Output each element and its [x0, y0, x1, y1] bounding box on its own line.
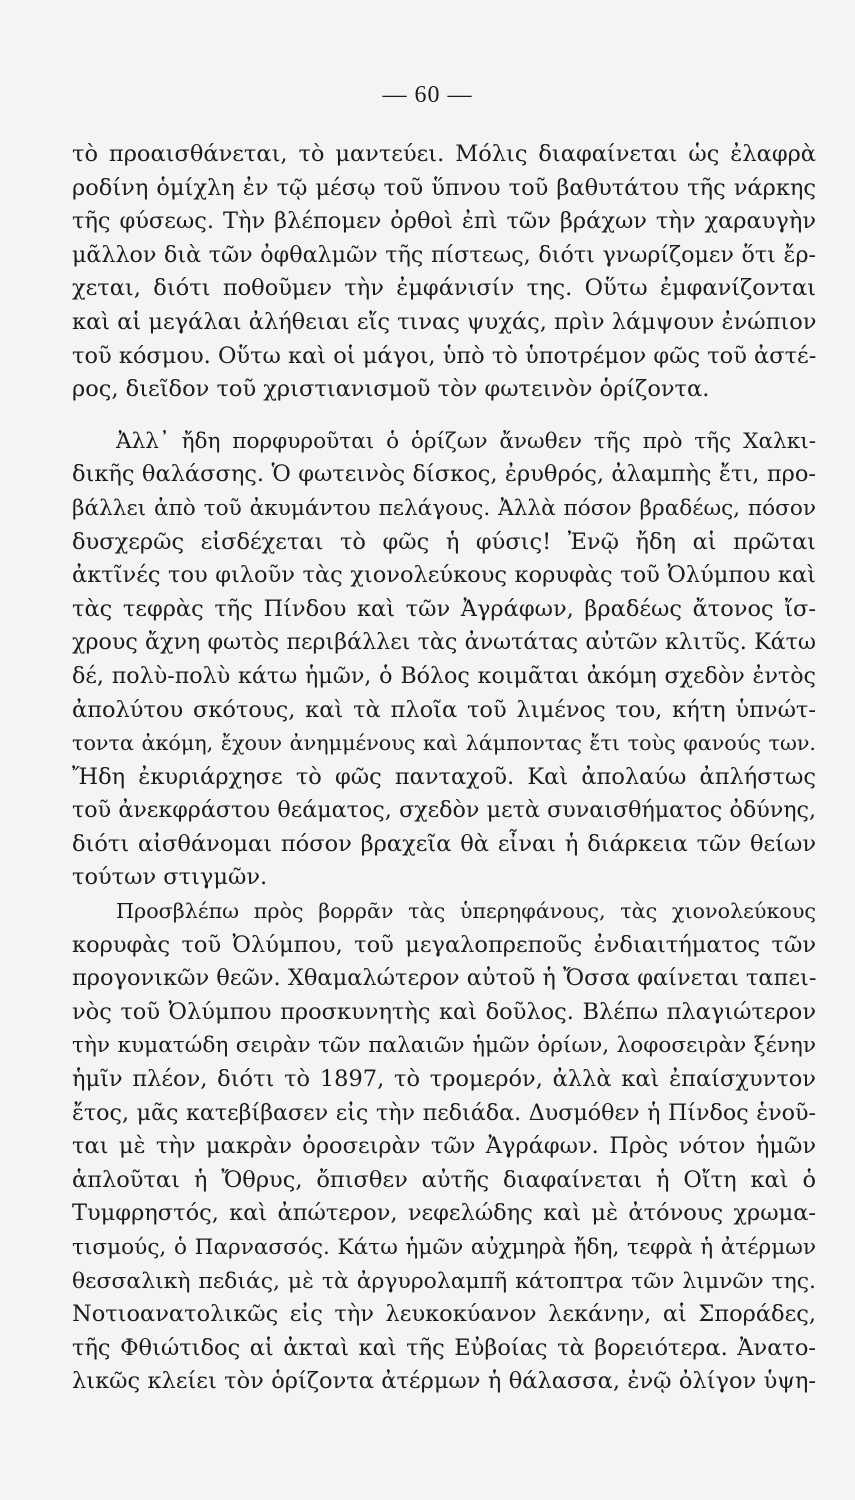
text-line: προγονικῶν θεῶν. Χθαμαλώτερον αὐτοῦ ἡ Ὄσσα φαίνεται ταπει-: [72, 965, 817, 992]
text-line: τούτων στιγμῶν.: [72, 864, 268, 891]
text-line: δέ, πολὺ-πολὺ κάτω ἡμῶν, ὁ Βόλος κοιμᾶται ἀκόμη σχεδὸν ἐντὸς: [72, 662, 816, 689]
text-line: ἁπλοῦται ἡ Ὄθρυς, ὄπισθεν αὐτῆς διαφαίνεται ἡ Οἴτη καὶ ὁ: [72, 1166, 816, 1193]
text-line: ρος, διεῖδον τοῦ χριστιανισμοῦ τὸν φωτεινὸν ὁρίζοντα.: [72, 376, 710, 403]
text-line: τοντα ἀκόμη, ἔχουν ἀνημμένους καὶ λάμποντας ἔτι τοὺς φανούς των.: [72, 731, 816, 756]
text-line: τισμούς, ὁ Παρνασσός. Κάτω ἡμῶν αὐχμηρὰ ἤδη, τεφρὰ ἡ ἀτέρμων: [72, 1235, 816, 1260]
text-line: λικῶς κλείει τὸν ὁρίζοντα ἀτέρμων ἡ θάλασσα, ἐνῷ ὀλίγον ὑψη-: [72, 1368, 816, 1395]
text-line: κορυφὰς τοῦ Ὀλύμπου, τοῦ μεγαλοπρεποῦς ἐνδιαιτήματος τῶν: [72, 931, 816, 958]
text-line: Νοτιοανατολικῶς εἰς τὴν λευκοκύανον λεκάνην, αἱ Σποράδες,: [72, 1301, 816, 1328]
text-line: Προσβλέπω πρὸς βορρᾶν τὰς ὑπερηφάνους, τὰς χιονολεύκους: [116, 899, 816, 924]
text-line: δυσχερῶς εἰσδέχεται τὸ φῶς ἡ φύσις! Ἐνῷ ἤδη αἱ πρῶται: [72, 528, 816, 555]
text-line: δικῆς θαλάσσης. Ὁ φωτεινὸς δίσκος, ἐρυθρός, ἀλαμπὴς ἔτι, προ-: [72, 461, 816, 488]
body-text: [72, 138, 816, 1399]
paragraph-3: [72, 895, 816, 1399]
text-line: τοῦ ἀνεκφράστου θεάματος, σχεδὸν μετὰ συναισθήματος ὀδύνης,: [72, 797, 816, 824]
text-line: ἀπολύτου σκότους, καὶ τὰ πλοῖα τοῦ λιμένος του, κήτη ὑπνώτ-: [72, 696, 816, 723]
text-line: βάλλει ἀπὸ τοῦ ἀκυμάντου πελάγους. Ἀλλὰ πόσον βραδέως, πόσον: [72, 495, 816, 521]
paragraph-2: [72, 425, 816, 895]
text-line: χρους ἄχνη φωτὸς περιβάλλει τὰς ἀνωτάτας αὐτῶν κλιτῦς. Κάτω: [72, 629, 816, 656]
text-line: Ἀλλ᾽ ἤδη πορφυροῦται ὁ ὁρίζων ἄνωθεν τῆς πρὸ τῆς Χαλκι-: [116, 428, 816, 454]
text-line: τῆς φύσεως. Τὴν βλέπομεν ὀρθοὶ ἐπὶ τῶν βράχων τὴν χαραυγὴν: [72, 208, 816, 235]
text-line: ἀκτῖνές του φιλοῦν τὰς χιονολεύκους κορυφὰς τοῦ Ὀλύμπου καὶ: [72, 562, 816, 589]
text-line: ροδίνη ὁμίχλη ἐν τῷ μέσῳ τοῦ ὕπνου τοῦ βαθυτάτου τῆς νάρκης: [72, 174, 816, 201]
text-line: Τυμφρηστός, καὶ ἀπώτερον, νεφελώδης καὶ μὲ ἀτόνους χρωμα-: [72, 1200, 816, 1227]
text-line: θεσσαλικὴ πεδιάς, μὲ τὰ ἀργυρολαμπῆ κάτοπτρα τῶν λιμνῶν της.: [72, 1268, 816, 1294]
text-line: καὶ αἱ μεγάλαι ἀλήθειαι εἴς τινας ψυχάς, πρὶν λάμψουν ἐνώπιον: [72, 308, 817, 335]
text-line: τῆς Φθιώτιδος αἱ ἀκταὶ καὶ τῆς Εὐβοίας τὰ βορειότερα. Ἀνατο-: [72, 1334, 816, 1361]
text-line: ται μὲ τὴν μακρὰν ὀροσειρὰν τῶν Ἀγράφων. Πρὸς νότον ἡμῶν: [72, 1133, 816, 1160]
text-line: χεται, διότι ποθοῦμεν τὴν ἐμφάνισίν της. Οὕτω ἐμφανίζονται: [72, 275, 816, 302]
text-line: τοῦ κόσμου. Οὕτω καὶ οἱ μάγοι, ὑπὸ τὸ ὑποτρέμον φῶς τοῦ ἀστέ-: [72, 342, 817, 369]
page-number: — 60 —: [382, 82, 473, 108]
paragraph-1: [72, 138, 816, 407]
text-line: τὰς τεφρὰς τῆς Πίνδου καὶ τῶν Ἀγράφων, βραδέως ἄτονος ἴσ-: [72, 595, 816, 622]
text-line: ἔτος, μᾶς κατεβίβασεν εἰς τὴν πεδιάδα. Δυσμόθεν ἡ Πίνδος ἑνοῦ-: [72, 1099, 816, 1126]
text-line: τὸ προαισθάνεται, τὸ μαντεύει. Μόλις διαφαίνεται ὡς ἐλαφρὰ: [72, 141, 816, 167]
text-line: τὴν κυματώδη σειρὰν τῶν παλαιῶν ἡμῶν ὁρίων, λοφοσειρὰν ξένην: [72, 1033, 816, 1059]
text-line: διότι αἰσθάνομαι πόσον βραχεῖα θὰ εἶναι ἡ διάρκεια τῶν θείων: [72, 830, 816, 857]
text-line: νὸς τοῦ Ὀλύμπου προσκυνητὴς καὶ δοῦλος. Βλέπω πλαγιώτερον: [72, 998, 816, 1025]
text-line: ἡμῖν πλέον, διότι τὸ 1897, τὸ τρομερόν, ἀλλὰ καὶ ἐπαίσχυντον: [72, 1066, 816, 1093]
text-line: μᾶλλον διὰ τῶν ὀφθαλμῶν τῆς πίστεως, διότι γνωρίζομεν ὅτι ἔρ-: [72, 241, 816, 268]
text-line: Ἤδη ἐκυριάρχησε τὸ φῶς πανταχοῦ. Καὶ ἀπολαύω ἀπλήστως: [72, 763, 816, 790]
